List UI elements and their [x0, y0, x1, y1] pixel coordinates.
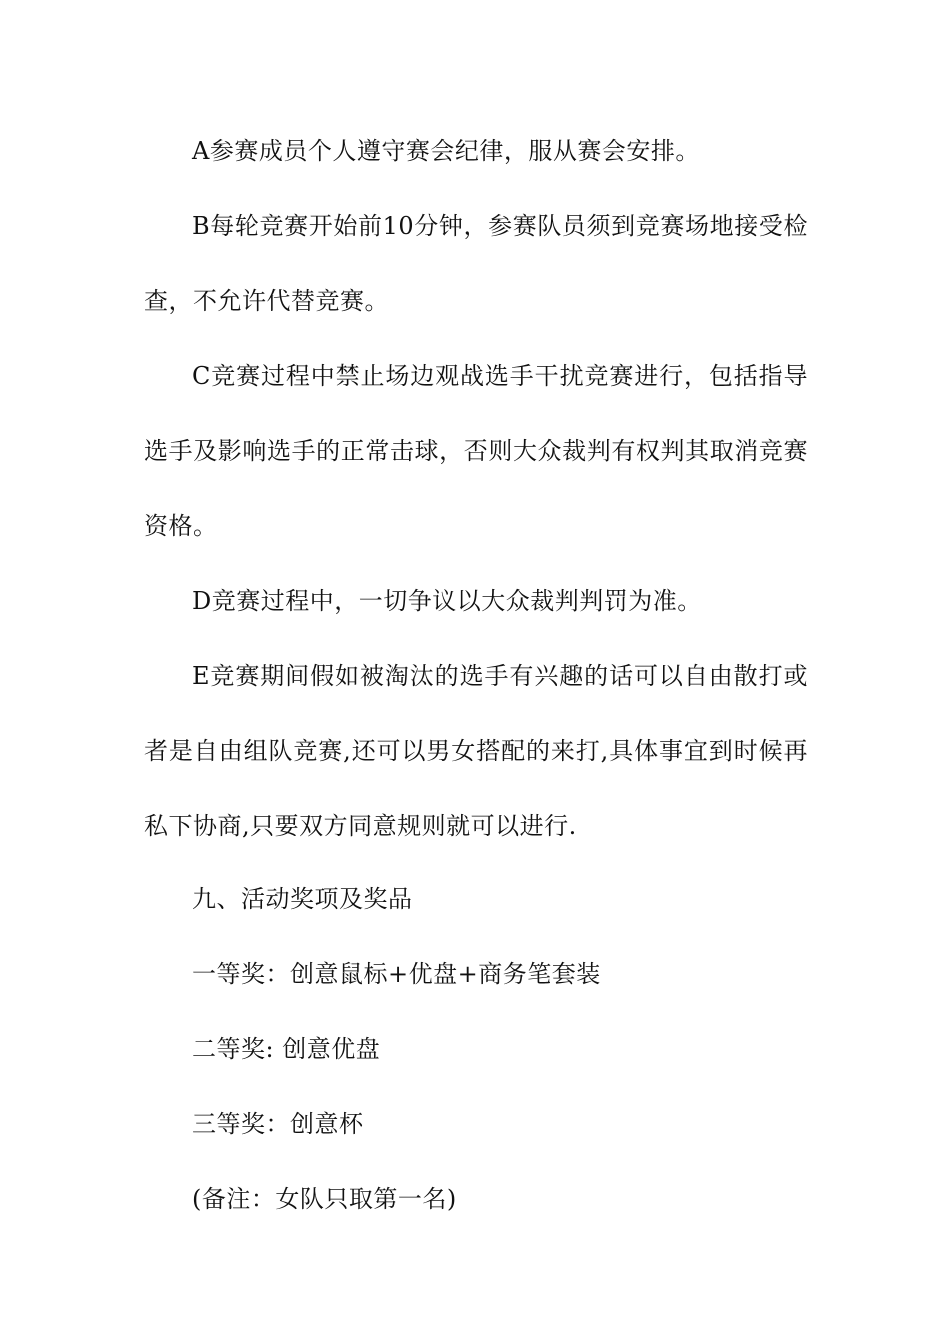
award-first: 一等奖：创意鼠标+优盘+商务笔套装	[192, 960, 601, 988]
award-second: 二等奖: 创意优盘	[192, 1035, 381, 1063]
rule-c-line-1: C竞赛过程中禁止场边观战选手干扰竞赛进行，包括指导	[192, 362, 808, 390]
award-third: 三等奖：创意杯	[192, 1110, 364, 1138]
rule-c-line-2: 选手及影响选手的正常击球，否则大众裁判有权判其取消竞赛	[144, 437, 808, 465]
rule-c-line-3: 资格。	[144, 512, 218, 540]
rule-a: A参赛成员个人遵守赛会纪律，服从赛会安排。	[192, 137, 700, 165]
rule-b-line-2: 查，不允许代替竞赛。	[144, 287, 389, 315]
rule-e-line-1: E竞赛期间假如被淘汰的选手有兴趣的话可以自由散打或	[192, 662, 808, 690]
rule-b-line-1: B每轮竞赛开始前10分钟，参赛队员须到竞赛场地接受检	[192, 212, 808, 240]
rule-e-line-3: 私下协商,只要双方同意规则就可以进行.	[144, 812, 577, 840]
section-heading-awards: 九、活动奖项及奖品	[192, 885, 413, 913]
rule-e-line-2: 者是自由组队竞赛,还可以男女搭配的来打,具体事宜到时候再	[144, 737, 808, 765]
rule-d: D竞赛过程中，一切争议以大众裁判判罚为准。	[192, 587, 702, 615]
award-note: (备注：女队只取第一名)	[192, 1185, 457, 1213]
